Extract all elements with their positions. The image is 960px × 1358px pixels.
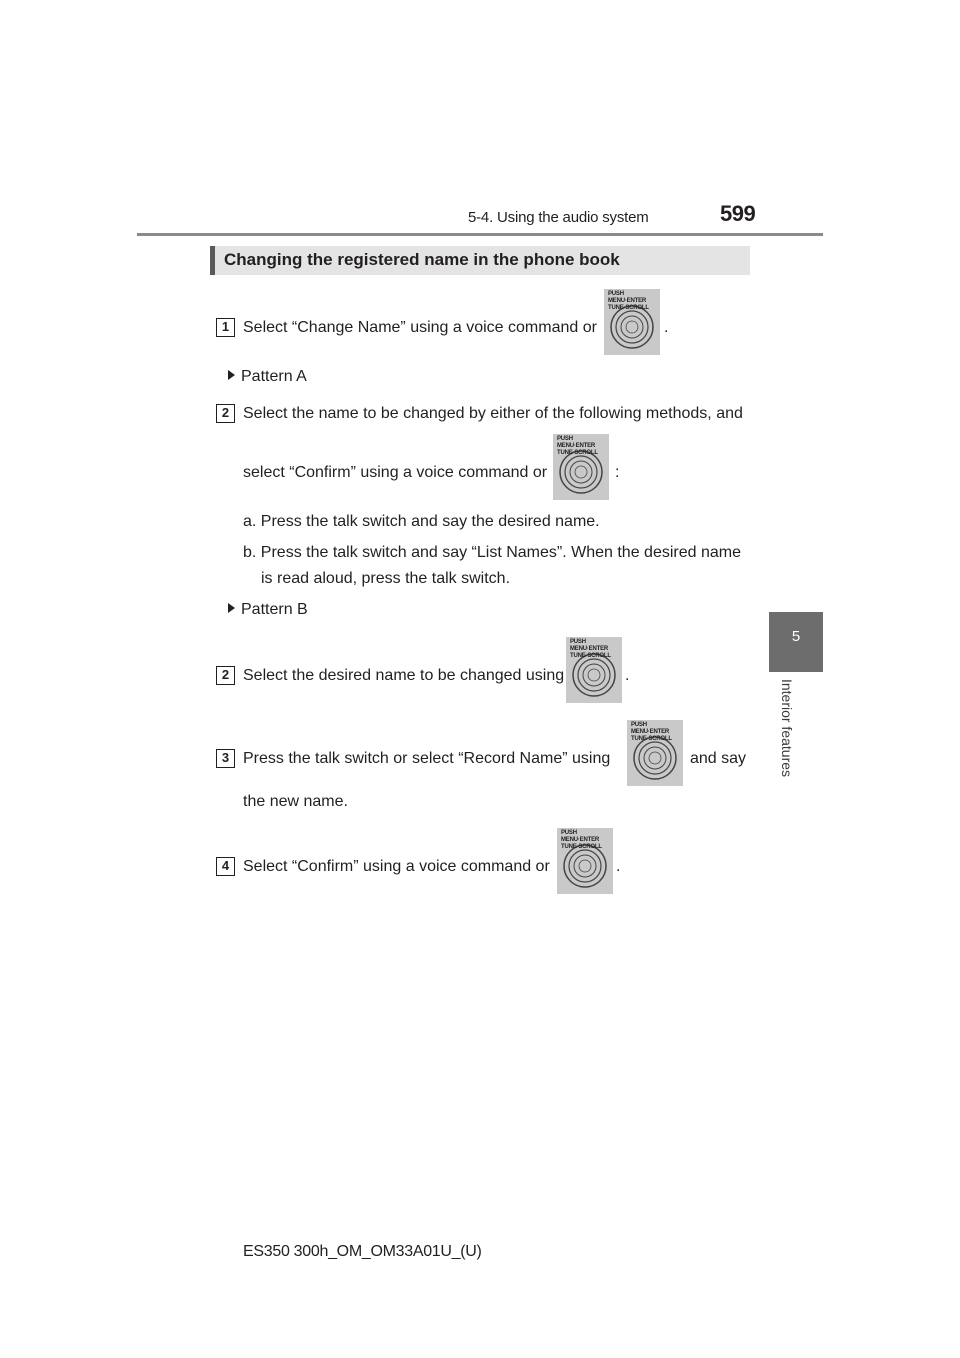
step-number-3: 3	[216, 749, 235, 768]
step-2a-option-b-line2: is read aloud, press the talk switch.	[261, 570, 511, 587]
triangle-bullet-icon	[228, 370, 235, 380]
pattern-b-heading: Pattern B	[228, 601, 308, 619]
tune-scroll-knob-icon: PUSH MENU·ENTER TUNE·SCROLL	[557, 828, 613, 894]
tune-scroll-knob-icon: PUSH MENU·ENTER TUNE·SCROLL	[566, 637, 622, 703]
step-2a-line2: select “Confirm” using a voice command or	[243, 464, 548, 481]
step-2a-colon: :	[615, 464, 620, 481]
step-2a-option-b-line1: b. Press the talk switch and say “List Names”. When the desired name	[243, 544, 741, 561]
step-number-2b: 2	[216, 666, 235, 685]
header-section-title: 5-4. Using the audio system	[468, 209, 649, 226]
step-3-line2: the new name.	[243, 793, 348, 810]
step-2a-option-a: a. Press the talk switch and say the desired name.	[243, 513, 600, 530]
step-3-after: and say	[690, 750, 747, 767]
step-2b-text: Select the desired name to be changed using	[243, 667, 565, 684]
triangle-bullet-icon	[228, 603, 235, 613]
tune-scroll-knob-icon: PUSH MENU·ENTER TUNE·SCROLL	[553, 434, 609, 500]
pattern-a-heading: Pattern A	[228, 368, 307, 386]
step-3-text: Press the talk switch or select “Record Name” using	[243, 750, 611, 767]
section-heading	[210, 246, 750, 275]
step-number-1: 1	[216, 318, 235, 337]
step-1-text: Select “Change Name” using a voice command or	[243, 319, 597, 336]
section-heading-text: Changing the registered name in the phone book	[224, 250, 620, 269]
step-4-period: .	[616, 858, 621, 875]
header-rule	[137, 233, 823, 236]
chapter-tab-label: Interior features	[779, 678, 795, 778]
step-2b-period: .	[625, 667, 630, 684]
tune-scroll-knob-icon: PUSH MENU·ENTER TUNE·SCROLL	[627, 720, 683, 786]
footer-model-code: ES350 300h_OM_OM33A01U_(U)	[243, 1243, 482, 1260]
step-1-period: .	[664, 319, 669, 336]
page-number: 599	[720, 201, 756, 226]
step-4-text: Select “Confirm” using a voice command or	[243, 858, 550, 875]
step-2a-line1: Select the name to be changed by either of the following methods, and	[243, 405, 743, 422]
chapter-tab-number: 5	[791, 628, 801, 645]
step-number-2a: 2	[216, 404, 235, 423]
step-number-4: 4	[216, 857, 235, 876]
tune-scroll-knob-icon: PUSH MENU·ENTER TUNE·SCROLL	[604, 289, 660, 355]
